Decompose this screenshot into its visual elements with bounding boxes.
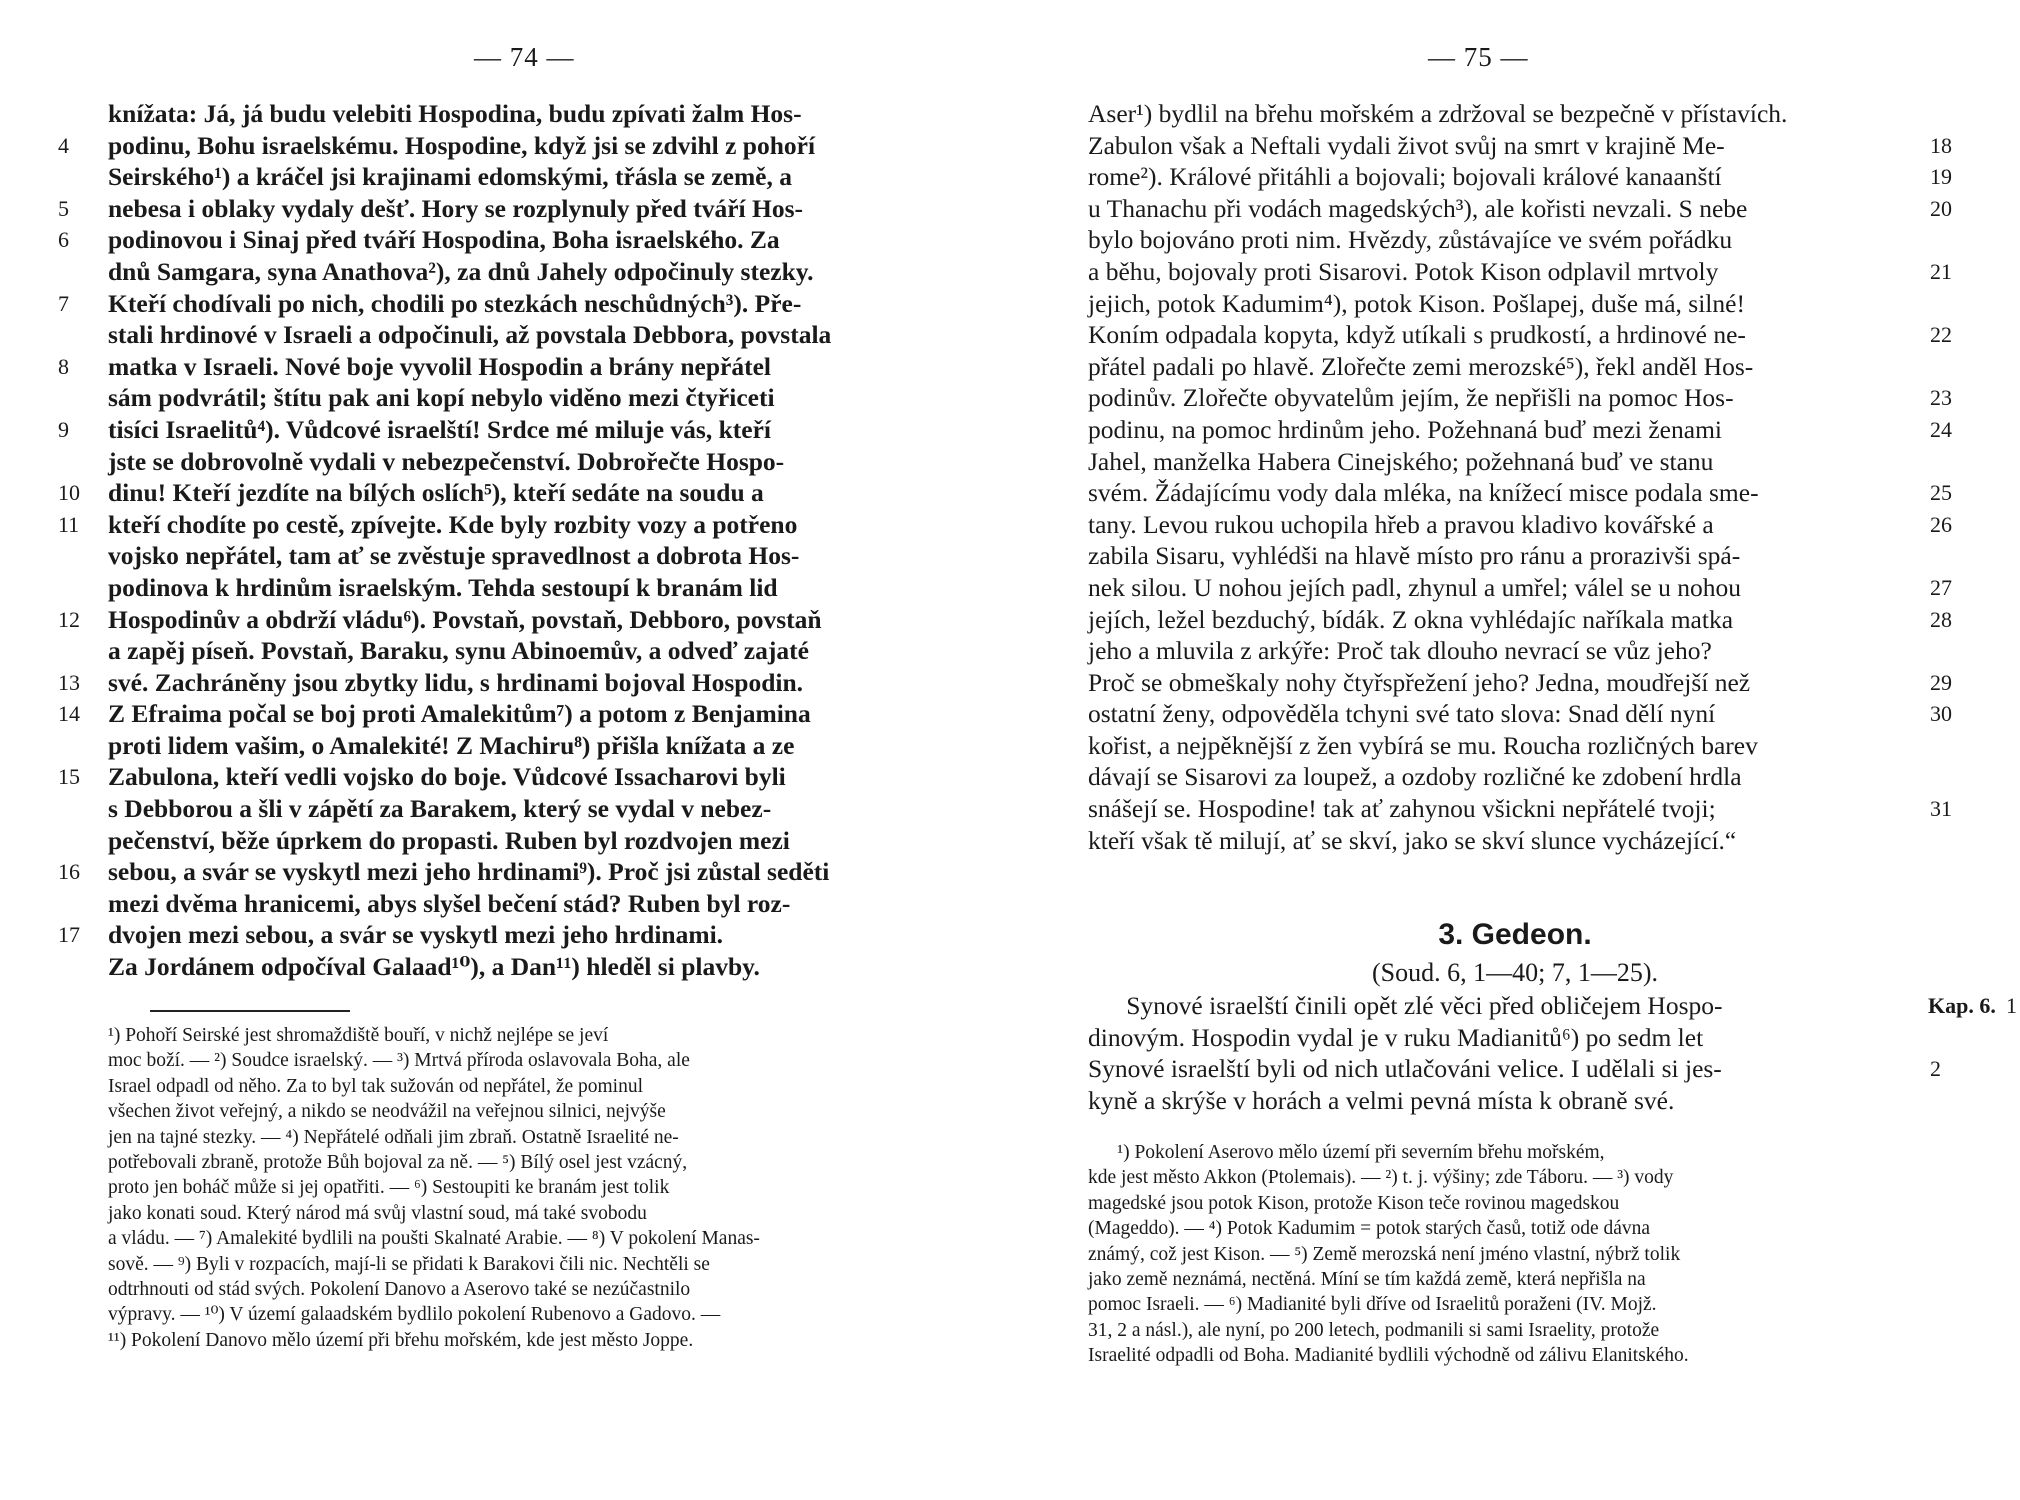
verse-number: 17 (58, 922, 80, 948)
line-text: kteří však tě milují, ať se skví, jako se skví slunce vycházející.“ (1088, 825, 1737, 855)
verse-number: 29 (1930, 669, 1952, 695)
line-text: s Debborou a šli v zápětí za Barakem, který se vydal v nebez- (108, 794, 772, 824)
verse-number: 6 (58, 227, 69, 253)
section-title: 3. Gedeon. (1438, 918, 1592, 951)
footnote-line: ¹) Pokolení Aserovo mělo území při severním břehu mořském, (1088, 1142, 1605, 1163)
line-text: proti lidem vašim, o Amalekité! Z Machiru⁸) přišla knížata a ze (108, 730, 795, 760)
verse-number: 27 (1930, 574, 1952, 600)
verse-number: 12 (58, 606, 80, 632)
footnotes (1088, 1140, 1915, 1369)
text-line (108, 98, 943, 130)
text-line (1088, 509, 1952, 541)
text-line (108, 888, 943, 920)
footnote-line: známý, což jest Kison. — ⁵) Země merozská není jméno vlastní, nýbrž tolik (1088, 1243, 1681, 1265)
text-line (1088, 1053, 1941, 1085)
text-line (1088, 288, 1915, 320)
footnote-line: všechen život veřejný, a nikdo se neodvážil na veřejnou silnici, nejvýše (108, 1101, 666, 1123)
text-line (58, 856, 943, 888)
text-line (58, 761, 943, 793)
verse-number: 18 (1930, 132, 1952, 158)
verse-number: 4 (58, 132, 69, 158)
line-text: Koním odpadala kopyta, když utíkali s prudkostí, a hrdinové ne- (1088, 320, 1746, 350)
main-text (1088, 98, 1952, 856)
text-line (1088, 414, 1952, 446)
verse-number: 9 (58, 416, 69, 442)
text-line (1088, 635, 1915, 667)
text-line (1088, 1085, 1915, 1117)
footnote-line: Israel odpadl od něho. Za to byl tak sužován od nepřátel, že pominul (108, 1075, 644, 1097)
line-text: tany. Levou rukou uchopila hřeb a pravou kladivo kovářské a (1088, 509, 1714, 539)
verse-number: 21 (1930, 258, 1952, 284)
right-page (1010, 0, 2020, 1500)
footnote-rule (150, 1010, 350, 1012)
verse-number: 11 (58, 511, 80, 537)
line-text: Synové israelští činili opět zlé věci před obličejem Hospo- (1088, 991, 1723, 1020)
text-line (58, 414, 943, 446)
line-text: dnů Samgara, syna Anathova²), za dnů Jahely odpočinuly stezky. (108, 256, 814, 286)
footnote-line: jen na tajné stezky. — ⁴) Nepřátelé odňali jim zbraň. Ostatně Israelité ne- (108, 1126, 679, 1148)
text-line (1088, 667, 1952, 699)
line-text: kořist, a nejpěknější z žen vybírá se mu. Roucha rozličných barev (1088, 730, 1758, 760)
line-text: rome²). Králové přitáhli a bojovali; bojovali králové kanaanští (1088, 162, 1722, 192)
line-text: Zabulona, kteří vedli vojsko do boje. Vůdcové Issacharovi byli (108, 762, 786, 792)
footnote-line: ¹¹) Pokolení Danovo mělo území při břehu mořském, kde jest město Joppe. (108, 1329, 694, 1351)
text-line (1088, 604, 1952, 636)
verse-number: 5 (58, 195, 69, 221)
text-line (1088, 98, 1915, 130)
line-text: podinovou i Sinaj před tváří Hospodina, Boha israelského. Za (108, 225, 780, 255)
text-line (58, 288, 943, 320)
chapter-marker: Kap. 6. (1928, 993, 1996, 1018)
text-line (1088, 477, 1952, 509)
text-line (58, 509, 943, 541)
line-text: jejich, potok Kadumim⁴), potok Kison. Pošlapej, duše má, silné! (1088, 288, 1745, 318)
text-line (1088, 698, 1952, 730)
line-text: stali hrdinové v Israeli a odpočinuli, až povstala Debbora, povstala (108, 320, 832, 350)
line-text: dinovým. Hospodin vydal je v ruku Madianitů⁶) po sedm let (1088, 1022, 1704, 1052)
footnote-line: proto jen boháč může si jej opatřiti. — ⁶) Sestoupiti ke branám jest tolik (108, 1177, 670, 1199)
text-line (58, 477, 943, 509)
text-line (58, 224, 943, 256)
line-text: sebou, a svár se vyskytl mezi jeho hrdinami⁹). Proč jsi zůstal seděti (108, 857, 830, 887)
text-line (108, 825, 943, 857)
line-text: knížata: Já, já budu velebiti Hospodina, budu zpívati žalm Hos- (108, 99, 802, 128)
text-line (1088, 351, 1915, 383)
verse-number: 15 (58, 764, 80, 790)
line-text: jejích, ležel bezduchý, bídák. Z okna vyhlédajíc naříkala matka (1088, 604, 1734, 634)
verse-number: 28 (1930, 606, 1952, 632)
footnote-line: 31, 2 a násl.), ale nyní, po 200 letech, podmanili si sami Israelity, protože (1088, 1319, 1660, 1341)
text-line (1088, 730, 1915, 762)
text-line (1088, 1022, 1915, 1054)
main-text (58, 98, 943, 983)
text-line (58, 698, 943, 730)
text-line (1088, 382, 1952, 414)
line-text: zabila Sisaru, vyhlédši na hlavě místo pro ránu a proraziv​ši spá- (1088, 541, 1741, 571)
line-text: nek silou. U nohou jejích padl, zhynul a umřel; válel se u nohou (1088, 572, 1741, 602)
line-text: u Thanachu při vodách magedských³), ale kořisti nevzali. S nebe (1088, 193, 1748, 223)
text-line (1088, 572, 1952, 604)
line-text: Kteří chodívali po nich, chodili po stezkách neschůdných³). Pře- (108, 288, 802, 318)
verse-number: 10 (58, 480, 80, 506)
line-text: dvojen mezi sebou, a svár se vyskytl mezi jeho hrdinami. (108, 920, 724, 950)
text-line (58, 667, 943, 699)
text-line (1088, 540, 1915, 572)
line-text: pečenství, běže úprkem do propasti. Ruben byl rozdvojen mezi (108, 825, 790, 855)
footnote-line: sově. — ⁹) Byli v rozpacích, mají-li se přidati k Barakovi čili nic. Nechtěli se (108, 1253, 710, 1275)
footnote-line: Israelité odpadli od Boha. Madianité bydlili východně od zálivu Elanitského. (1088, 1345, 1689, 1367)
text-line (58, 919, 943, 951)
page-number: — 75 — (1428, 42, 1529, 72)
verse-number: 20 (1930, 195, 1952, 221)
line-text: Hospodinův a obdrží vládu⁶). Povstaň, povstaň, Debboro, povstaň (108, 604, 822, 634)
line-text: snášejí se. Hospodine! tak ať zahynou všickni nepřátelé tvoji; (1088, 794, 1716, 824)
section-reference: (Soud. 6, 1—40; 7, 1—25). (1372, 958, 1658, 987)
section-body (1088, 990, 2017, 1116)
verse-number: 22 (1930, 322, 1952, 348)
line-text: dinu! Kteří jezdíte na bílých oslích⁵), kteří sedáte na soudu a (108, 478, 764, 508)
page-number: — 74 — (474, 42, 575, 72)
line-text: nebesa i oblaky vydaly dešť. Hory se rozplynuly před tváří Hos- (108, 193, 803, 223)
text-line (1088, 319, 1952, 351)
text-line (1088, 161, 1952, 193)
text-line (108, 382, 943, 414)
verse-number: 2 (1930, 1056, 1941, 1082)
footnote-line: moc boží. — ²) Soudce israelský. — ³) Mrtvá příroda oslavovala Boha, ale (108, 1050, 690, 1072)
text-line (1088, 130, 1952, 162)
line-text: podinu, Bohu israelskému. Hospodine, když jsi se zdvihl z pohoří (108, 130, 816, 160)
text-line (1088, 256, 1952, 288)
verse-number: 30 (1930, 701, 1952, 727)
line-text: Zabulon však a Neftali vydali život svůj na smrt v krajině Me- (1088, 130, 1725, 160)
line-text: mezi dvěma hranicemi, abys slyšel bečení stád? Ruben byl roz- (108, 888, 791, 918)
footnote-line: (Mageddo). — ⁴) Potok Kadumim = potok starých časů, totiž ode dávna (1088, 1218, 1651, 1240)
verse-number: 16 (58, 859, 80, 885)
text-line (1088, 990, 1915, 1022)
footnote-line: a vládu. — ⁷) Amalekité bydlili na poušti Skalnaté Arabie. — ⁸) V pokolení Manas- (108, 1228, 760, 1250)
text-line (108, 635, 943, 667)
line-text: bylo bojováno proti nim. Hvězdy, zůstávajíce ve svém pořádku (1088, 225, 1733, 255)
text-line (108, 161, 943, 193)
line-text: kteří chodíte po cestě, zpívejte. Kde byly rozbity vozy a potřeno (108, 509, 798, 539)
footnote-line: magedské jsou potok Kison, protože Kison teče rovinou magedskou (1088, 1192, 1620, 1214)
text-line (108, 540, 943, 572)
line-text: dávají se Sisarovi za loupež, a ozdoby rozličné ke zdobení hrdla (1088, 762, 1742, 792)
verse-number: 24 (1930, 416, 1952, 442)
verse-number: 25 (1930, 480, 1952, 506)
verse-number: 23 (1930, 385, 1952, 411)
line-text: a zapěj píseň. Povstaň, Baraku, synu Abinoemův, a odveď zajaté (108, 636, 809, 666)
chapter-verse: 1 (2006, 993, 2017, 1018)
verse-number: 31 (1930, 796, 1952, 822)
line-text: Za Jordánem odpočíval Galaad¹⁰), a Dan¹¹) hleděl si plavby. (108, 952, 760, 982)
footnote-line: jako konati soud. Který národ má svůj vlastní soud, má také svobodu (108, 1202, 647, 1224)
line-text: vojsko nepřátel, tam ať se zvěstuje spravedlnost a dobrota Hos- (108, 541, 800, 571)
verse-number: 19 (1930, 164, 1952, 190)
line-text: podinu, na pomoc hrdinům jeho. Požehnaná buď mezi ženami (1088, 414, 1722, 444)
verse-number: 13 (58, 669, 80, 695)
line-text: ostatní ženy, odpověděla tchyni své tato slova: Snad dělí nyní (1088, 699, 1716, 729)
text-line (108, 446, 943, 478)
text-line (108, 256, 943, 288)
text-line (1088, 446, 1915, 478)
footnote-line: výpravy. — ¹⁰) V území galaadském bydlilo pokolení Rubenovo a Gadovo. — (108, 1304, 721, 1326)
line-text: jeho a mluvila z arkýře: Proč tak dlouho nevrací se vůz jeho? (1088, 636, 1712, 666)
line-text: podinova k hrdinům israelským. Tehda sestoupí k branám lid (108, 572, 778, 602)
line-text: přátel padali po hlavě. Zlořečte zemi merozské⁵), řekl anděl Hos- (1088, 351, 1754, 381)
footnote-line: kde jest město Akkon (Ptolemais). — ²) t. j. výšiny; zde Táboru. — ³) vody (1088, 1167, 1674, 1189)
line-text: a běhu, bojovaly proti Sisarovi. Potok Kison odplavil mrtvoly (1088, 256, 1719, 286)
text-line (1088, 761, 1915, 793)
footnote-line: odtrhnouti od stád svých. Pokolení Danovo a Aserovo také se nezúčastnilo (108, 1278, 691, 1300)
line-text: tisíci Israelitů⁴). Vůdcové israelští! Srdce mé miluje vás, kteří (108, 414, 771, 444)
line-text: Synové israelští byli od nich utlačováni velice. I udělali si jes- (1088, 1054, 1722, 1084)
text-line (58, 604, 943, 636)
footnote-line: jako země neznámá, nectěná. Míní se tím každá země, která nepřišla na (1088, 1268, 1646, 1290)
line-text: Aser¹) bydlil na břehu mořském a zdržoval se bezpečně v přístavích. (1088, 99, 1788, 128)
line-text: matka v Israeli. Nové boje vyvolil Hospodin a brány nepřátel (108, 351, 772, 381)
text-line (1088, 825, 1915, 857)
text-line (108, 572, 943, 604)
verse-number: 26 (1930, 511, 1952, 537)
line-text: kyně a skrýše v horách a velmi pevná místa k obraně své. (1088, 1085, 1675, 1115)
text-line (108, 793, 943, 825)
text-line (58, 130, 943, 162)
text-line (108, 730, 943, 762)
footnote-line: ¹) Pohoří Seirské jest shromaždiště bouří, v nichž nejlépe se jeví (108, 1025, 609, 1046)
verse-number: 8 (58, 353, 69, 379)
line-text: Z Efraima počal se boj proti Amalekitům⁷) a potom z Benjamina (108, 699, 811, 729)
line-text: svém. Žádajícímu vody dala mléka, na knížecí misce podala sme- (1088, 478, 1759, 508)
text-line (1088, 224, 1915, 256)
line-text: Jahel, manželka Habera Cinejského; požehnaná buď ve stanu (1088, 446, 1714, 476)
footnote-line: potřebovali zbraně, protože Bůh bojoval za ně. — ⁵) Bílý osel jest vzácný, (108, 1151, 688, 1173)
line-text: podinův. Zlořečte obyvatelům jejím, že nepřišli na pomoc Hos- (1088, 383, 1734, 413)
verse-number: 7 (58, 290, 69, 316)
line-text: Seirského¹) a kráčel jsi krajinami edomskými, třásla se země, a (108, 162, 793, 192)
text-line (108, 951, 943, 983)
line-text: sám podvrátil; štítu pak ani kopí nebylo viděno mezi čtyřiceti (108, 383, 775, 413)
verse-number: 14 (58, 701, 80, 727)
line-text: jste se dobrovolně vydali v nebezpečenství. Dobrořečte Hospo- (108, 446, 785, 476)
text-line (58, 351, 943, 383)
footnotes (108, 1023, 943, 1353)
text-line (108, 319, 943, 351)
text-line (1088, 793, 1952, 825)
footnote-line: pomoc Israeli. — ⁶) Madianité byli dříve od Israelitů poraženi (IV. Mojž. (1088, 1294, 1657, 1316)
text-line (58, 193, 943, 225)
line-text: Proč se obmeškaly nohy čtyřspřežení jeho? Jedna, moudřejší než (1088, 667, 1751, 697)
text-line (1088, 193, 1952, 225)
line-text: své. Zachráněny jsou zbytky lidu, s hrdinami bojoval Hospodin. (108, 667, 804, 697)
